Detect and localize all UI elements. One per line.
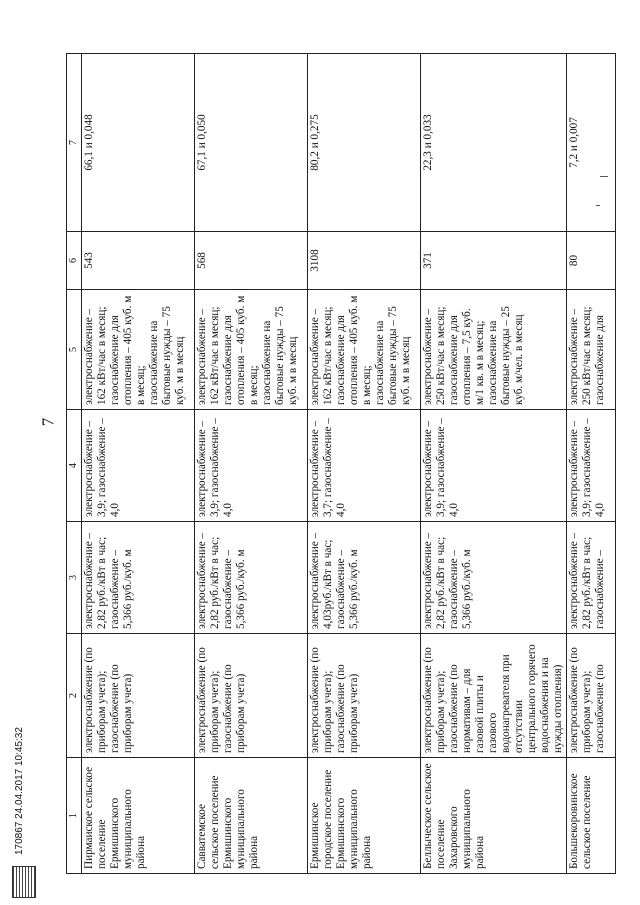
population-cell: 568 [195, 232, 308, 290]
settlement-cell: Савватемское сельское поселение Ермишинского муниципального района [195, 758, 308, 874]
rotated-table-block [66, 54, 606, 874]
result-cell: 80,2 и 0,275 [308, 54, 421, 232]
result-cell: 22,3 и 0,033 [421, 54, 567, 232]
population-cell: 371 [421, 232, 567, 290]
header-row [67, 54, 82, 874]
column-header: 5 [67, 290, 82, 410]
tariff-cell: электроснабжение – 2,82 руб./кВт в час; газоснабжение – 5,366 руб./куб. м [82, 522, 195, 634]
settlement-cell: Пирмаиское сельское поселение Ермишинского муниципального района [82, 758, 195, 874]
column-header: 3 [67, 522, 82, 634]
index-cell: электроснабжение – 3,9; газоснабжение – 4,0 [195, 410, 308, 522]
result-cell: 67,1 и 0,050 [195, 54, 308, 232]
metering-cell: электроснабжение (по приборам учета); газоснабжение (по приборам учета) [308, 634, 421, 758]
consumption-cell: электроснабжение – 250 кВт/час в месяц; газоснабжение для [567, 290, 616, 410]
tariff-cell: электроснабжение – 4,03руб./кВт в час; газоснабжение – 5,366 руб./куб. м [308, 522, 421, 634]
index-cell: электроснабжение – 3,7; газоснабжение – 4,0 [308, 410, 421, 522]
table-row [195, 54, 308, 874]
table-row [308, 54, 421, 874]
result-cell: 66,1 и 0,048 [82, 54, 195, 232]
settlement-cell: Большекоровинское сельское поселение [567, 758, 616, 874]
document-id: 170867 24.04.2017 10:45:32 [14, 727, 25, 855]
page-number: 7 [38, 417, 58, 427]
table-row [567, 54, 616, 874]
metering-cell: электроснабжение (по приборам учета); газоснабжение (по нормативам – для газовой плиты и газового водонагревателя при отсутствии центрального горячего водоснабжения и на нужды отопления) [421, 634, 567, 758]
table-row [421, 54, 567, 874]
table-row [82, 54, 195, 874]
population-cell: 80 [567, 232, 616, 290]
result-cell: 7,2 и 0,007 [567, 54, 616, 232]
tariff-cell: электроснабжение – 2,82 руб./кВт в час; газоснабжение – [567, 522, 616, 634]
consumption-cell: электроснабжение – 162 кВт/час в месяц; газоснабжение для отопления – 405 куб. м в месяц; газоснабжение на бытовые нужды – 75 куб. м в месяц [82, 290, 195, 410]
column-header: 2 [67, 634, 82, 758]
tariff-cell: электроснабжение – 2,82 руб./кВт в час; газоснабжение – 5,366 руб./куб. м [421, 522, 567, 634]
metering-cell: электроснабжение (по приборам учета); газоснабжение (по приборам учета) [195, 634, 308, 758]
population-cell: 3108 [308, 232, 421, 290]
column-header: 6 [67, 232, 82, 290]
barcode-stamp-icon [12, 866, 36, 898]
consumption-cell: электроснабжение – 250 кВт/час в месяц; газоснабжение для отопления – 7,5 куб. м/1 кв. м в месяц; газоснабжение на бытовые нужды – 25 куб. м/чел. в месяц [421, 290, 567, 410]
data-table [66, 53, 616, 874]
index-cell: электроснабжение – 3,9; газоснабжение – 4,0 [82, 410, 195, 522]
consumption-cell: электроснабжение – 162 кВт/час в месяц; газоснабжение для отопления – 405 куб. м в месяц; газоснабжение на бытовые нужды – 75 куб. м в месяц [308, 290, 421, 410]
population-cell: 543 [82, 232, 195, 290]
settlement-cell: Ермишинское городское поселение Ермишинского муниципального района [308, 758, 421, 874]
column-header: 7 [67, 54, 82, 232]
consumption-cell: электроснабжение – 162 кВт/час в месяц; газоснабжение для отопления – 405 куб. м в месяц; газоснабжение на бытовые нужды – 75 куб. м в месяц [195, 290, 308, 410]
scan-mark [600, 176, 608, 177]
column-header: 4 [67, 410, 82, 522]
metering-cell: электроснабжение (по приборам учета); газоснабжение (по [567, 634, 616, 758]
tariff-cell: электроснабжение – 2,82 руб./кВт в час; газоснабжение – 5,366 руб./куб. м [195, 522, 308, 634]
index-cell: электроснабжение – 3,9; газоснабжение – 4,0 [567, 410, 616, 522]
scan-mark [596, 205, 600, 206]
settlement-cell: Беллыческое сельское поселение Захаровского муниципального района [421, 758, 567, 874]
index-cell: электроснабжение – 3,9; газоснабжение – 4,0 [421, 410, 567, 522]
metering-cell: электроснабжение (по приборам учета); газоснабжение (по приборам учета) [82, 634, 195, 758]
column-header: 1 [67, 758, 82, 874]
